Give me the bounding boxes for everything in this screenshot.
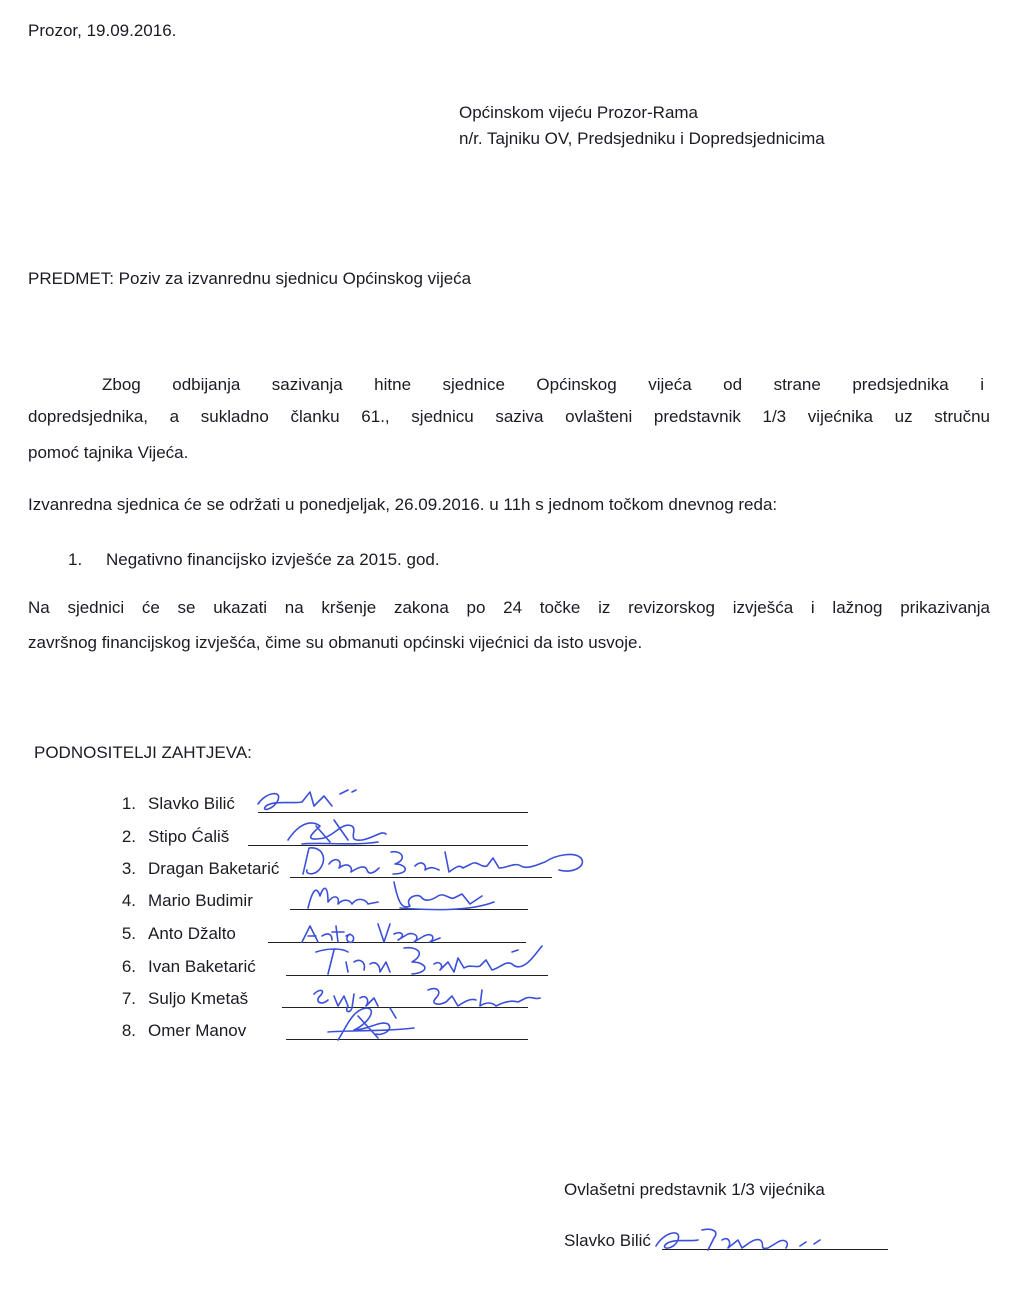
signatory-name: Suljo Kmetaš — [148, 989, 249, 1008]
signatory-row: 7. Suljo Kmetaš — [121, 989, 249, 1008]
signatory-name: Slavko Bilić — [148, 794, 235, 813]
signatory-row: 6. Ivan Baketarić — [121, 957, 256, 976]
subject-line: PREDMET: Poziv za izvanrednu sjednicu Općinskog vijeća — [28, 269, 472, 288]
signatory-row: 8. Omer Manov — [121, 1021, 247, 1040]
paragraph-2: Izvanredna sjednica će se održati u ponedjeljak, 26.09.2016. u 11h s jednom točkom dnevnog reda: — [28, 495, 778, 514]
signatory-name: Dragan Baketarić — [148, 859, 280, 878]
paragraph-1-line-3: pomoć tajnika Vijeća. — [28, 443, 189, 462]
closing-signature-scribble — [650, 1218, 840, 1258]
paragraph-1-line-2: dopredsjednika, a sukladno članku 61., sjednicu saziva ovlašteni predstavnik 1/3 vijećnika uz stručnu — [28, 407, 990, 426]
paragraph-3-line-2: završnog financijskog izvješća, čime su obmanuti općinski vijećnici da isto usvoje. — [28, 633, 643, 652]
signatory-row: 5. Anto Džalto — [121, 924, 236, 943]
signatory-name: Mario Budimir — [148, 891, 253, 910]
signature-scribble-6 — [308, 940, 558, 982]
signatory-row: 1. Slavko Bilić — [121, 794, 235, 813]
signatory-row: 4. Mario Budimir — [121, 891, 253, 910]
signatory-row: 2. Stipo Ćališ — [121, 827, 230, 846]
signatory-name: Anto Džalto — [148, 924, 236, 943]
signatory-name: Omer Manov — [148, 1021, 247, 1040]
agenda-item — [68, 549, 440, 571]
agenda-item-number: 1. — [68, 550, 83, 569]
closing-name: Slavko Bilić — [564, 1231, 651, 1250]
closing-title: Ovlašetni predstavnik 1/3 vijećnika — [564, 1180, 825, 1199]
signatory-row: 3. Dragan Baketarić — [121, 859, 280, 878]
recipient-line-1: Općinskom vijeću Prozor-Rama — [459, 103, 699, 122]
signatories-heading: PODNOSITELJI ZAHTJEVA: — [34, 743, 252, 762]
place-date: Prozor, 19.09.2016. — [28, 21, 177, 40]
signatory-name: Ivan Baketarić — [148, 957, 256, 976]
signature-scribble-8 — [318, 1000, 428, 1046]
paragraph-3-line-1: Na sjednici će se ukazati na kršenje zakona po 24 točke iz revizorskog izvješća i lažnog prikazivanja — [28, 598, 990, 617]
recipient-line-2: n/r. Tajniku OV, Predsjedniku i Dopredsjednicima — [459, 129, 825, 148]
agenda-item-text: Negativno financijsko izvješće za 2015. god. — [106, 550, 440, 569]
paragraph-1-line-1: Zbog odbijanja sazivanja hitne sjednice Općinskog vijeća od strane predsjednika i — [102, 375, 984, 394]
signatory-name: Stipo Ćališ — [148, 827, 230, 846]
